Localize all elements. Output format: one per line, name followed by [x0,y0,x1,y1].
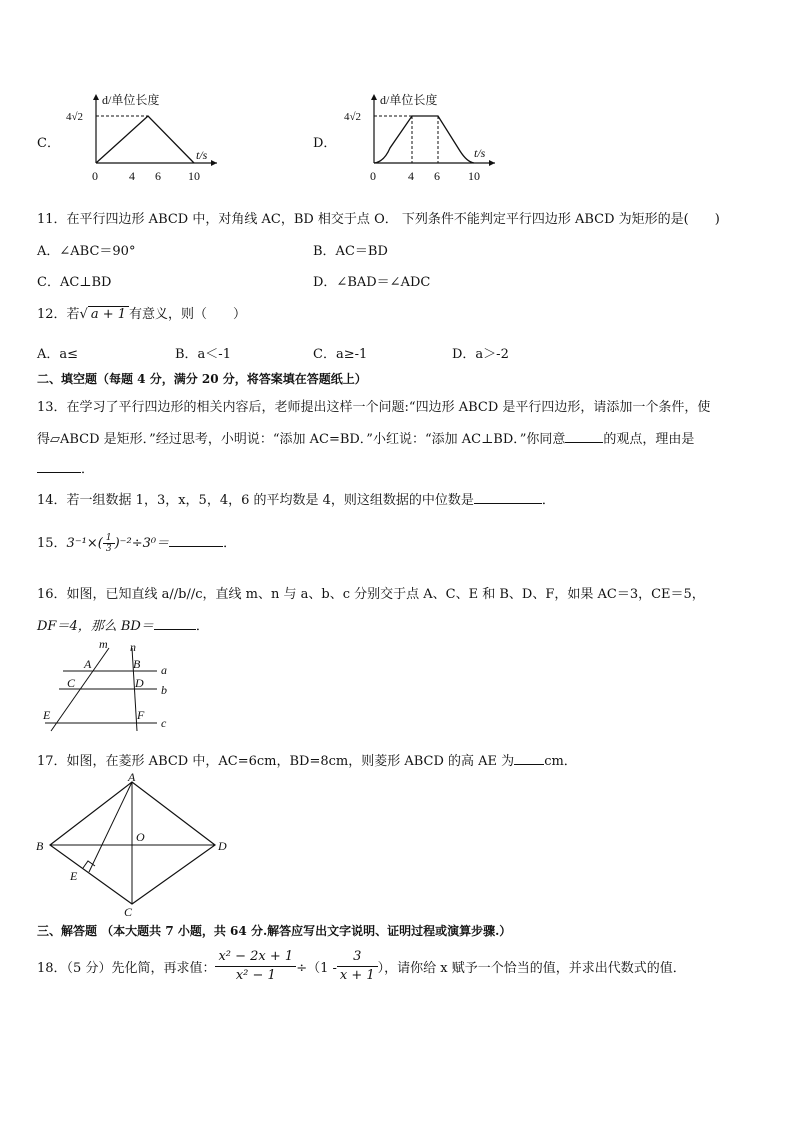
q17-label-E: E [70,869,78,883]
q11-option-d: D．∠BAD＝∠ADC [313,275,431,290]
q13-line2b: 的观点，理由是 [603,432,695,447]
q12-radical: √ a + 1 [80,307,129,322]
q18-pre: 18．（5 分）先化简，再求值： [37,961,216,976]
q10-d-tick-4: 4 [408,169,414,183]
q12-stem [37,303,246,322]
q15-frac-num: 1 [103,533,115,544]
q17-label-B: B [36,839,44,853]
q17-rhombus-figure [32,772,242,918]
q12-radicand: a + 1 [88,306,129,322]
q10-c-tick-0: 0 [92,169,98,183]
q15-end: ． [223,536,237,551]
q10-c-ymark: 4√2 [66,111,84,123]
q13-blank-2 [37,458,81,473]
q16-label-E: E [43,708,51,722]
q18-f2-den: x + 1 [339,968,375,983]
q10-c-ylabel: d/单位长度 [102,93,160,107]
q12-option-c: C．a≥-1 [313,347,368,362]
q16-label-D: D [135,676,144,690]
q17-text: 17．如图，在菱形 ABCD 中，AC=6cm，BD=8cm，则菱形 ABCD 的高 AE 为 [37,754,515,769]
q16-label-a: a [161,663,167,677]
section-2-heading: 二、填空题（每题 4 分，满分 20 分，将答案填在答题纸上） [37,372,367,386]
q17-unit: cm． [544,754,577,769]
q10-d-xunit: t/s [474,146,486,160]
q12-option-b: B．a＜-1 [175,347,231,362]
q18-fraction-2 [337,948,378,985]
q16-line1: 16．如图，已知直线 a//b//c，直线 m、n 与 a、b、c 分别交于点 A、C、E 和 B、D、F，如果 AC＝3，CE＝5， [37,587,705,602]
q11-stem: 11．在平行四边形 ABCD 中，对角线 AC，BD 相交于点 O． 下列条件不能判定平行四边形 ABCD 为矩形的是( ) [37,212,720,227]
q15-fraction [103,533,115,554]
q16-label-B: B [133,657,141,671]
q15-frac-den: 3 [105,544,112,554]
q16-blank [154,615,196,630]
q16-label-F: F [137,708,145,722]
q13-line2a: 得▱ABCD 是矩形．”经过思考，小明说：“添加 AC=BD．”小红说：“添加 AC⊥BD．”你同意 [37,432,566,447]
q17-height-ae [89,782,132,872]
q15-blank [169,532,223,547]
q16-label-c: c [161,716,167,730]
q15-expr2: )⁻²÷3⁰＝ [114,536,170,551]
q11-option-b: B．AC＝BD [313,244,388,259]
q10-c-tick-4: 4 [129,169,135,183]
q18-post: ），请你给 x 赋予一个恰当的值，并求出代数式的值． [377,961,686,976]
q10-option-c-label: C． [37,136,60,151]
q12-pre: 12．若 [37,307,80,322]
q10-c-tick-6: 6 [155,169,161,183]
q16-line2-text: DF＝4，那么 BD＝ [37,619,154,634]
q18-f1-den: x² − 1 [235,968,276,983]
q18-mid: ÷（1 - [296,961,337,976]
q16-label-C: C [67,676,76,690]
q16-figure [37,638,187,733]
q14-blank [474,489,542,504]
q14-text: 14．若一组数据 1，3，x，5，4，6 的平均数是 4，则这组数据的中位数是 [37,493,474,508]
q10-d-tick-6: 6 [434,169,440,183]
q16-label-b: b [161,683,167,697]
q16-label-A: A [84,657,92,671]
q10-c-xunit: t/s [196,148,208,162]
q15-pre: 15． [37,536,67,551]
q17 [37,750,577,769]
q18-f2-num: 3 [337,948,378,967]
q18-f1-num: x² − 2x + 1 [215,948,296,967]
q10-d-tick-0: 0 [370,169,376,183]
q12-post: 有意义，则（ ） [129,307,247,322]
q10-option-d-label: D． [313,136,337,151]
q16-line2 [37,615,209,634]
section-3-heading: 三、解答题 （本大题共 7 小题，共 64 分.解答应写出文字说明、证明过程或演算步骤.） [37,924,512,938]
q16-label-m: m [99,638,108,651]
q10-option-c-graph [62,86,222,186]
q15 [37,532,236,554]
q17-label-A: A [128,772,136,784]
q13-line3-end: ． [81,462,95,477]
q17-blank [514,750,544,765]
q17-label-C: C [124,905,133,918]
q17-label-O: O [136,830,145,844]
q10-option-d-graph [340,86,500,186]
q10-d-ylabel: d/单位长度 [380,93,438,107]
q18 [37,948,686,985]
q10-d-ymark: 4√2 [344,111,362,123]
q10-d-tick-10: 10 [468,169,480,183]
q15-expr: 3⁻¹×( [66,536,103,551]
q10-c-tick-10: 10 [188,169,200,183]
q13-line3 [37,458,94,477]
q16-label-n: n [130,640,136,654]
q12-option-d: D．a＞-2 [452,347,509,362]
q11-option-c: C．AC⊥BD [37,275,112,290]
q12-option-a: A．a≤ [37,347,79,362]
q13-line1: 13．在学习了平行四边形的相关内容后，老师提出这样一个问题:“四边形 ABCD 是平行四边形，请添加一个条件，使 [37,400,711,415]
q11-option-a: A．∠ABC＝90° [37,244,136,259]
q13-line2 [37,428,694,447]
q14-end: ． [541,493,555,508]
q13-blank-1 [565,428,603,443]
q14 [37,489,555,508]
q16-end: ． [195,619,209,634]
q18-fraction-1 [215,948,296,985]
q17-label-D: D [218,839,227,853]
